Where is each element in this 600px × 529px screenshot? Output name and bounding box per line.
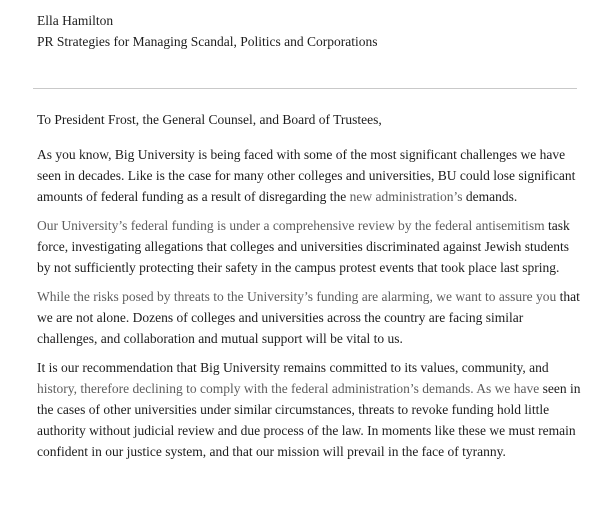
text-segment: task force, investigating allegations that colleges and universities discriminated against Jewish students by not sufficiently protecting their safety in the campus protest events that took place last spring.: [37, 218, 570, 275]
author-name: Ella Hamilton: [37, 13, 114, 28]
text-segment: Our University’s federal funding is under a comprehensive review by the federal antisemitism: [37, 218, 545, 233]
text-segment: new administration’s: [349, 189, 463, 204]
course-title: PR Strategies for Managing Scandal, Politics and Corporations: [37, 34, 378, 49]
text-segment: history, therefore declining to comply with the federal administration’s demands. As we have: [37, 381, 540, 396]
document-header: [37, 10, 585, 52]
text-segment: demands.: [462, 189, 518, 204]
letter-paragraph: [37, 215, 585, 278]
text-segment: that we are not alone. Dozens of colleges and universities across the country are facing similar challenges, and collaboration and mutual support will be vital to us.: [37, 289, 580, 346]
text-segment: seen in the cases of other universities under similar circumstances, threats to revoke funding hold little authority without judicial review and due process of the law. In moments like these we must remain confident in our justice system, and that our mission will prevail in the face of tyranny.: [37, 381, 581, 459]
text-segment: While the risks posed by threats to the University’s funding are alarming, we want to assure you: [37, 289, 557, 304]
divider-rule: [33, 88, 577, 89]
text-segment: As you know, Big University is being faced with some of the most significant challenges we have seen in decades. Like is the case for many other colleges and universities, BU could lose significant amounts of federal funding as a result of disregarding the: [37, 147, 576, 204]
text-segment: It is our recommendation that Big University remains committed to its values, community, and: [37, 360, 549, 375]
letter-paragraph: [37, 144, 585, 207]
letter-body: [37, 144, 585, 462]
greeting-line: To President Frost, the General Counsel, and Board of Trustees,: [37, 112, 382, 127]
letter-paragraph: [37, 286, 585, 349]
letter-paragraph: [37, 357, 585, 462]
